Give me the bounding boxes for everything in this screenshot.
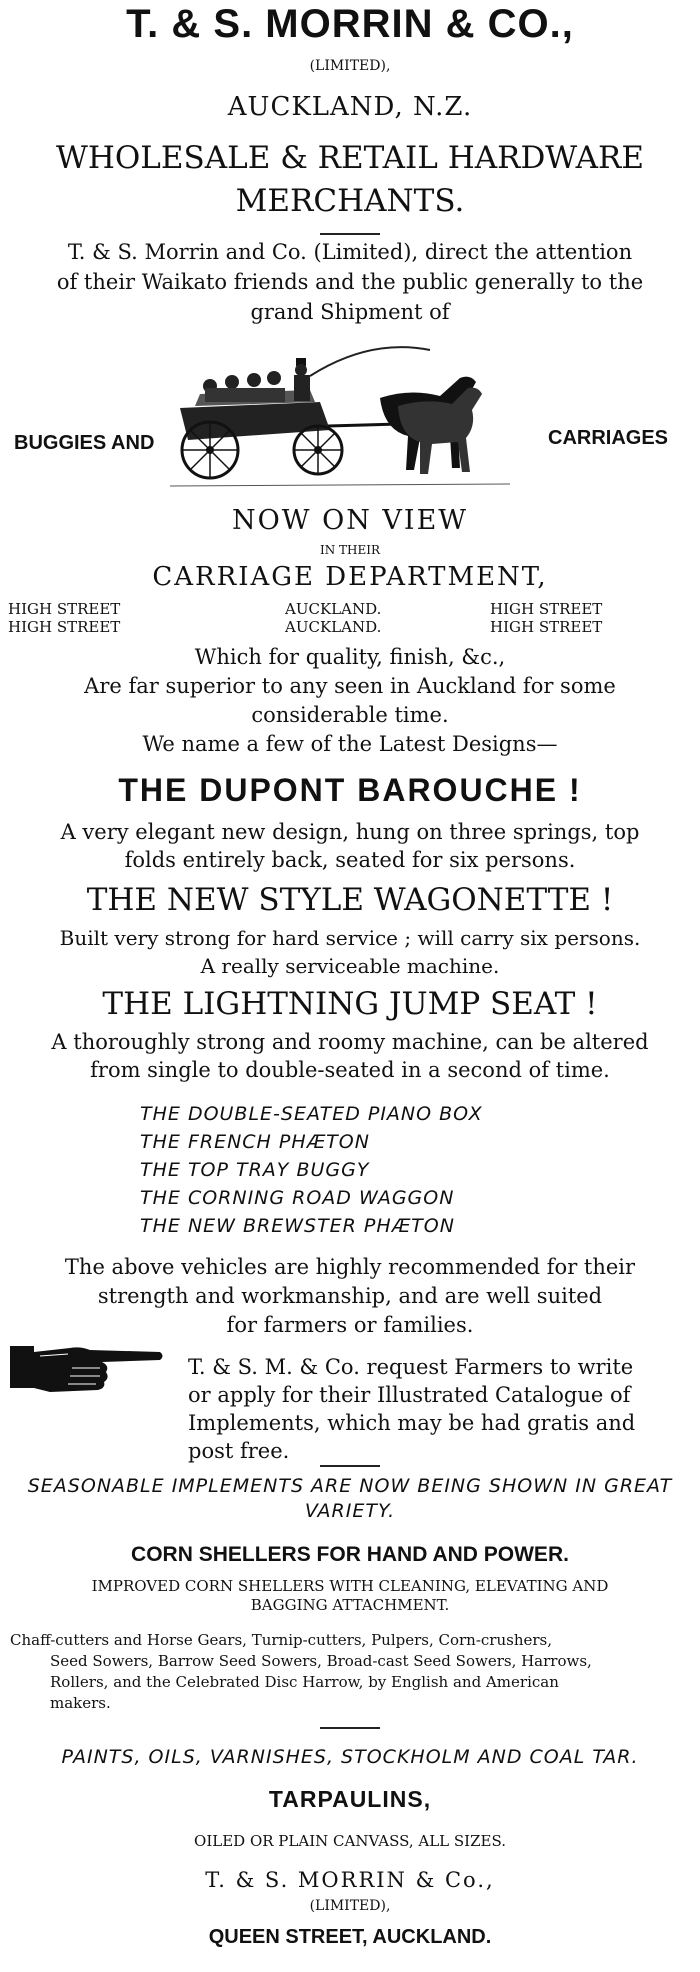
corn-line-1: IMPROVED CORN SHELLERS WITH CLEANING, ELEVATING AND [91,1577,609,1595]
design-desc-1b: folds entirely back, seated for six persons. [124,848,576,872]
street-col-2-top: AUCKLAND. [285,600,382,618]
footer-limited: (LIMITED), [309,1898,391,1914]
divider [320,233,380,235]
recommend-line-1: The above vehicles are highly recommended for their [64,1255,636,1279]
quality-line-3: considerable time. [251,703,449,727]
trade-line-2: MERCHANTS. [235,183,465,219]
intro-line-1: T. & S. Morrin and Co. (Limited), direct the attention [67,240,633,264]
company-title: T. & S. MORRIN & CO., [126,2,574,46]
limited-label: (LIMITED), [309,58,391,74]
design-desc-1a: A very elegant new design, hung on three springs, top [60,820,640,844]
model-item: THE NEW BREWSTER PHÆTON [140,1215,455,1237]
trade-line-1: WHOLESALE & RETAIL HARDWARE [56,140,644,176]
street-col-2-bottom: AUCKLAND. [285,618,382,636]
models-list [140,1100,483,1240]
street-col-3-top: HIGH STREET [490,600,603,618]
footer-company: T. & S. MORRIN & Co., [205,1868,495,1892]
implements-line-2: Seed Sowers, Barrow Seed Sowers, Broad-cast Seed Sowers, Harrows, [50,1652,592,1670]
recommend-line-2: strength and workmanship, and are well suited [97,1284,603,1308]
recommend-line-3: for farmers or families. [226,1313,474,1337]
intro-line-3: grand Shipment of [250,300,450,324]
implements-line-3: Rollers, and the Celebrated Disc Harrow, by English and American [50,1673,559,1691]
location-line: AUCKLAND, N.Z. [227,92,473,122]
quality-line-2: Are far superior to any seen in Auckland for some [84,674,616,698]
carriage-department: CARRIAGE DEPARTMENT, [152,562,548,592]
paints-line: PAINTS, OILS, VARNISHES, STOCKHOLM AND COAL TAR. [61,1746,639,1768]
design-desc-3b: from single to double-seated in a second of time. [90,1058,610,1082]
street-col-3-bottom: HIGH STREET [490,618,603,636]
seasonable-line-2: VARIETY. [304,1500,396,1522]
catalogue-line-4: post free. [188,1439,290,1463]
pointing-hand-icon [10,1338,165,1398]
design-title-1: THE DUPONT BAROUCHE ! [118,772,582,808]
divider [320,1465,380,1467]
tarpaulins-title: TARPAULINS, [268,1786,432,1812]
carriages-label: CARRIAGES [548,427,669,449]
catalogue-line-2: or apply for their Illustrated Catalogue of [188,1383,631,1407]
design-desc-2b: A really serviceable machine. [200,954,500,978]
model-item: THE FRENCH PHÆTON [140,1131,370,1153]
quality-line-4: We name a few of the Latest Designs— [142,732,558,756]
intro-line-2: of their Waikato friends and the public generally to the [56,270,644,294]
corn-shellers-title: CORN SHELLERS FOR HAND AND POWER. [131,1543,569,1566]
implements-line-4: makers. [50,1694,111,1712]
catalogue-text [188,1353,635,1465]
catalogue-line-3: Implements, which may be had gratis and [188,1411,636,1435]
buggies-label: BUGGIES AND [14,432,155,454]
design-desc-2a: Built very strong for hard service ; will carry six persons. [59,926,641,950]
seasonable-line-1: SEASONABLE IMPLEMENTS ARE NOW BEING SHOWN IN GREAT [27,1475,673,1497]
street-col-1-top: HIGH STREET [8,600,121,618]
in-their: IN THEIR [319,543,381,557]
street-col-2 [285,600,465,636]
tarpaulins-sub: OILED OR PLAIN CANVASS, ALL SIZES. [194,1832,506,1850]
street-col-3 [490,600,690,636]
catalogue-line-1: T. & S. M. & Co. request Farmers to write [188,1355,634,1379]
quality-line-1: Which for quality, finish, &c., [194,645,506,669]
street-col-1-bottom: HIGH STREET [8,618,121,636]
design-desc-3a: A thoroughly strong and roomy machine, can be altered [51,1030,649,1054]
divider [320,1727,380,1729]
model-item: THE DOUBLE-SEATED PIANO BOX [140,1103,483,1125]
horse-carriage-engraving [170,338,530,498]
street-col-1 [8,600,238,636]
implements-line-1: Chaff-cutters and Horse Gears, Turnip-cutters, Pulpers, Corn-crushers, [10,1631,553,1649]
model-item: THE TOP TRAY BUGGY [140,1159,370,1181]
model-item: THE CORNING ROAD WAGGON [140,1187,455,1209]
design-title-2: THE NEW STYLE WAGONETTE ! [86,882,614,918]
design-title-3: THE LIGHTNING JUMP SEAT ! [102,986,598,1022]
implements-text [10,1630,695,1714]
corn-line-2: BAGGING ATTACHMENT. [250,1596,450,1614]
footer-address: QUEEN STREET, AUCKLAND. [208,1926,492,1948]
now-on-view: NOW ON VIEW [231,505,469,536]
